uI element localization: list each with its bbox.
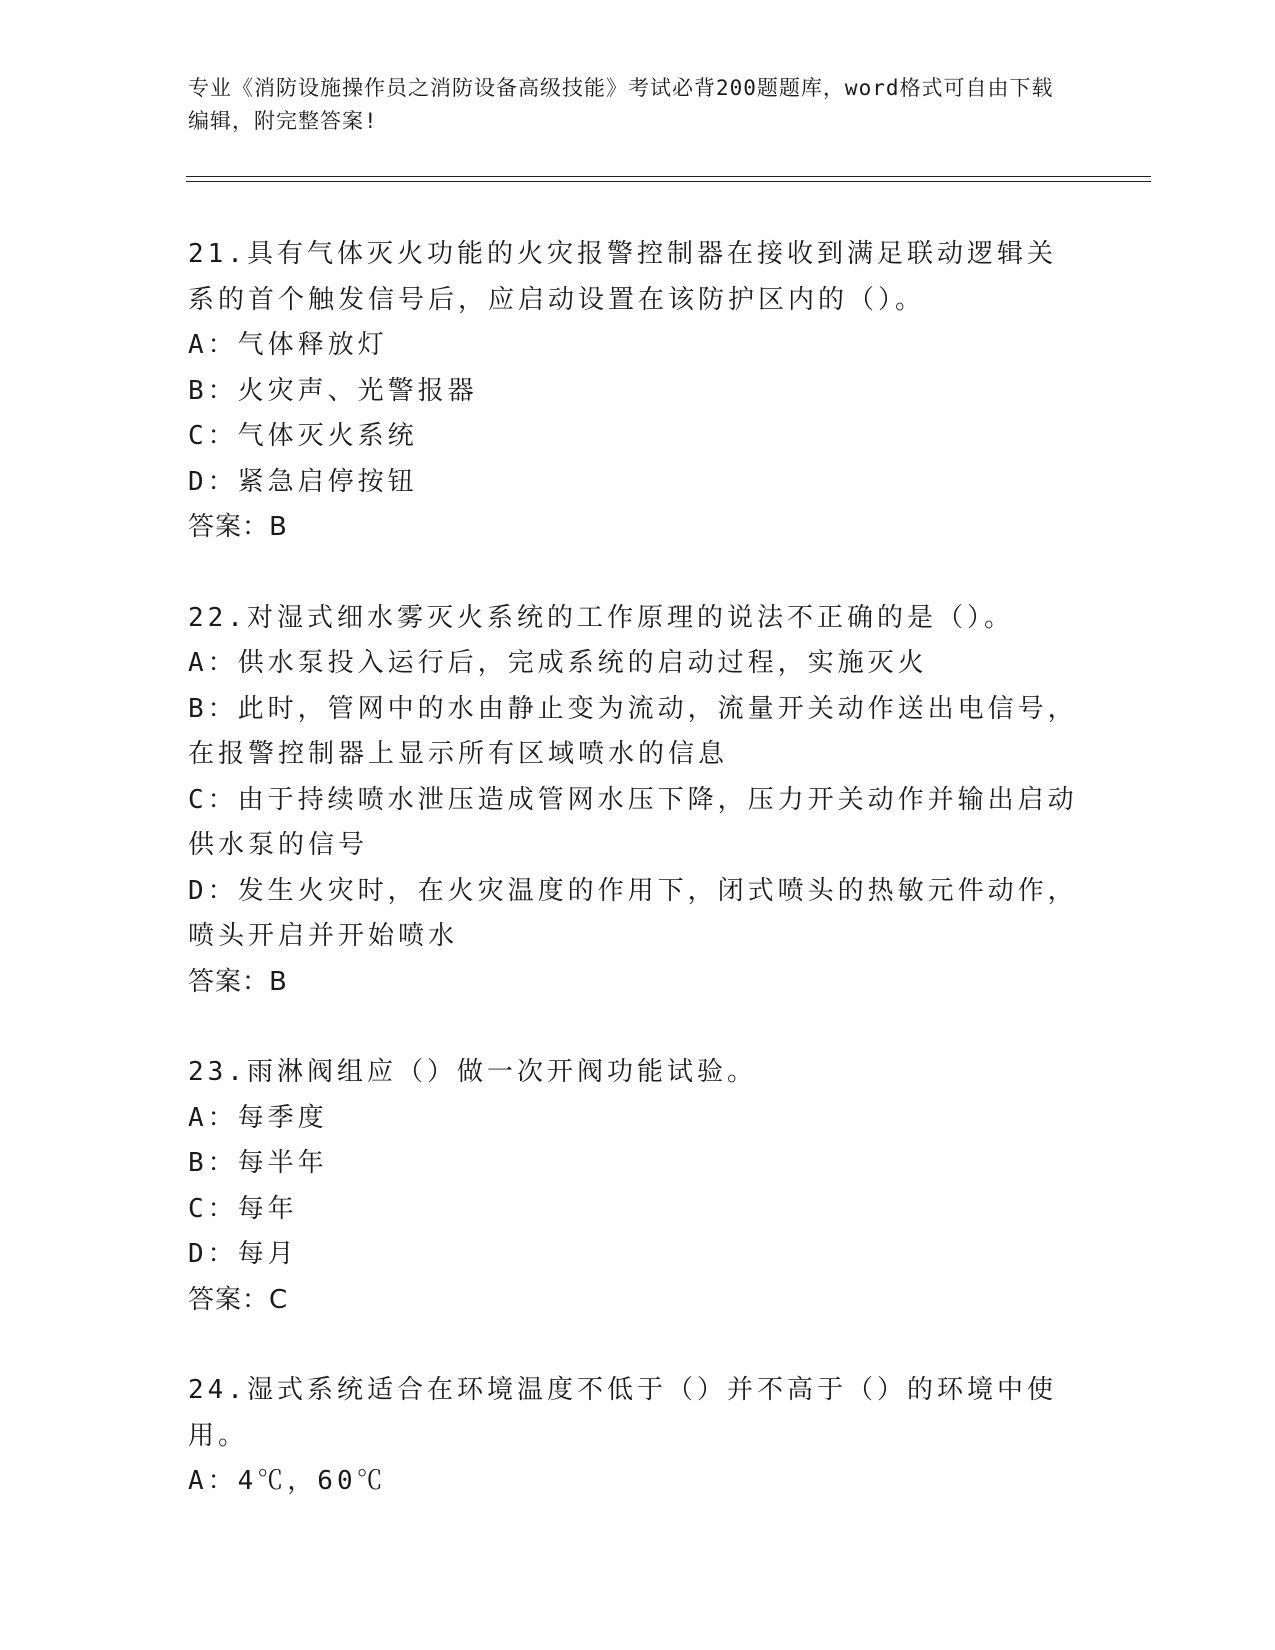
question-22	[188, 596, 1078, 1006]
question-stem: 24.湿式系统适合在环境温度不低于（）并不高于（）的环境中使用。	[188, 1375, 1057, 1451]
option-b: B：火灾声、光警报器	[188, 375, 478, 406]
option-d: D：每月	[188, 1239, 298, 1269]
question-list	[188, 232, 1078, 1505]
option-d: D：紧急启停按钮	[188, 466, 418, 497]
option-b: B：每半年	[188, 1148, 328, 1178]
question-21	[188, 232, 1078, 551]
answer-line: 答案：B	[188, 512, 288, 542]
option-a: A：气体释放灯	[188, 330, 388, 360]
option-a: A：4℃，60℃	[188, 1466, 387, 1496]
option-d: D：发生火灾时，在火灾温度的作用下，闭式喷头的热敏元件动作，喷头开启并开始喷水	[188, 875, 1078, 951]
option-c: C：每年	[188, 1193, 298, 1224]
option-a: A：供水泵投入运行后，完成系统的启动过程，实施灭火	[188, 648, 928, 678]
document-header: 专业《消防设施操作员之消防设备高级技能》考试必背200题题库，word格式可自由下载编辑，附完整答案!	[188, 76, 1054, 133]
question-stem: 21.具有气体灭火功能的火灾报警控制器在接收到满足联动逻辑关系的首个触发信号后，应启动设置在该防护区内的（）。	[188, 239, 1057, 315]
header-divider-top	[186, 176, 1151, 177]
answer-line: 答案：B	[188, 966, 288, 997]
question-23	[188, 1050, 1078, 1323]
option-a: A：每季度	[188, 1102, 328, 1133]
option-c: C：气体灭火系统	[188, 421, 418, 451]
option-b: B：此时，管网中的水由静止变为流动，流量开关动作送出电信号，在报警控制器上显示所有区域喷水的信息	[188, 693, 1078, 769]
answer-line: 答案：C	[188, 1284, 289, 1315]
option-c: C：由于持续喷水泄压造成管网水压下降，压力开关动作并输出启动供水泵的信号	[188, 784, 1078, 860]
question-stem: 22.对湿式细水雾灭火系统的工作原理的说法不正确的是（）。	[188, 602, 1014, 633]
header-divider-bottom	[186, 181, 1151, 182]
question-stem: 23.雨淋阀组应（）做一次开阀功能试验。	[188, 1057, 757, 1087]
question-24	[188, 1368, 1078, 1505]
